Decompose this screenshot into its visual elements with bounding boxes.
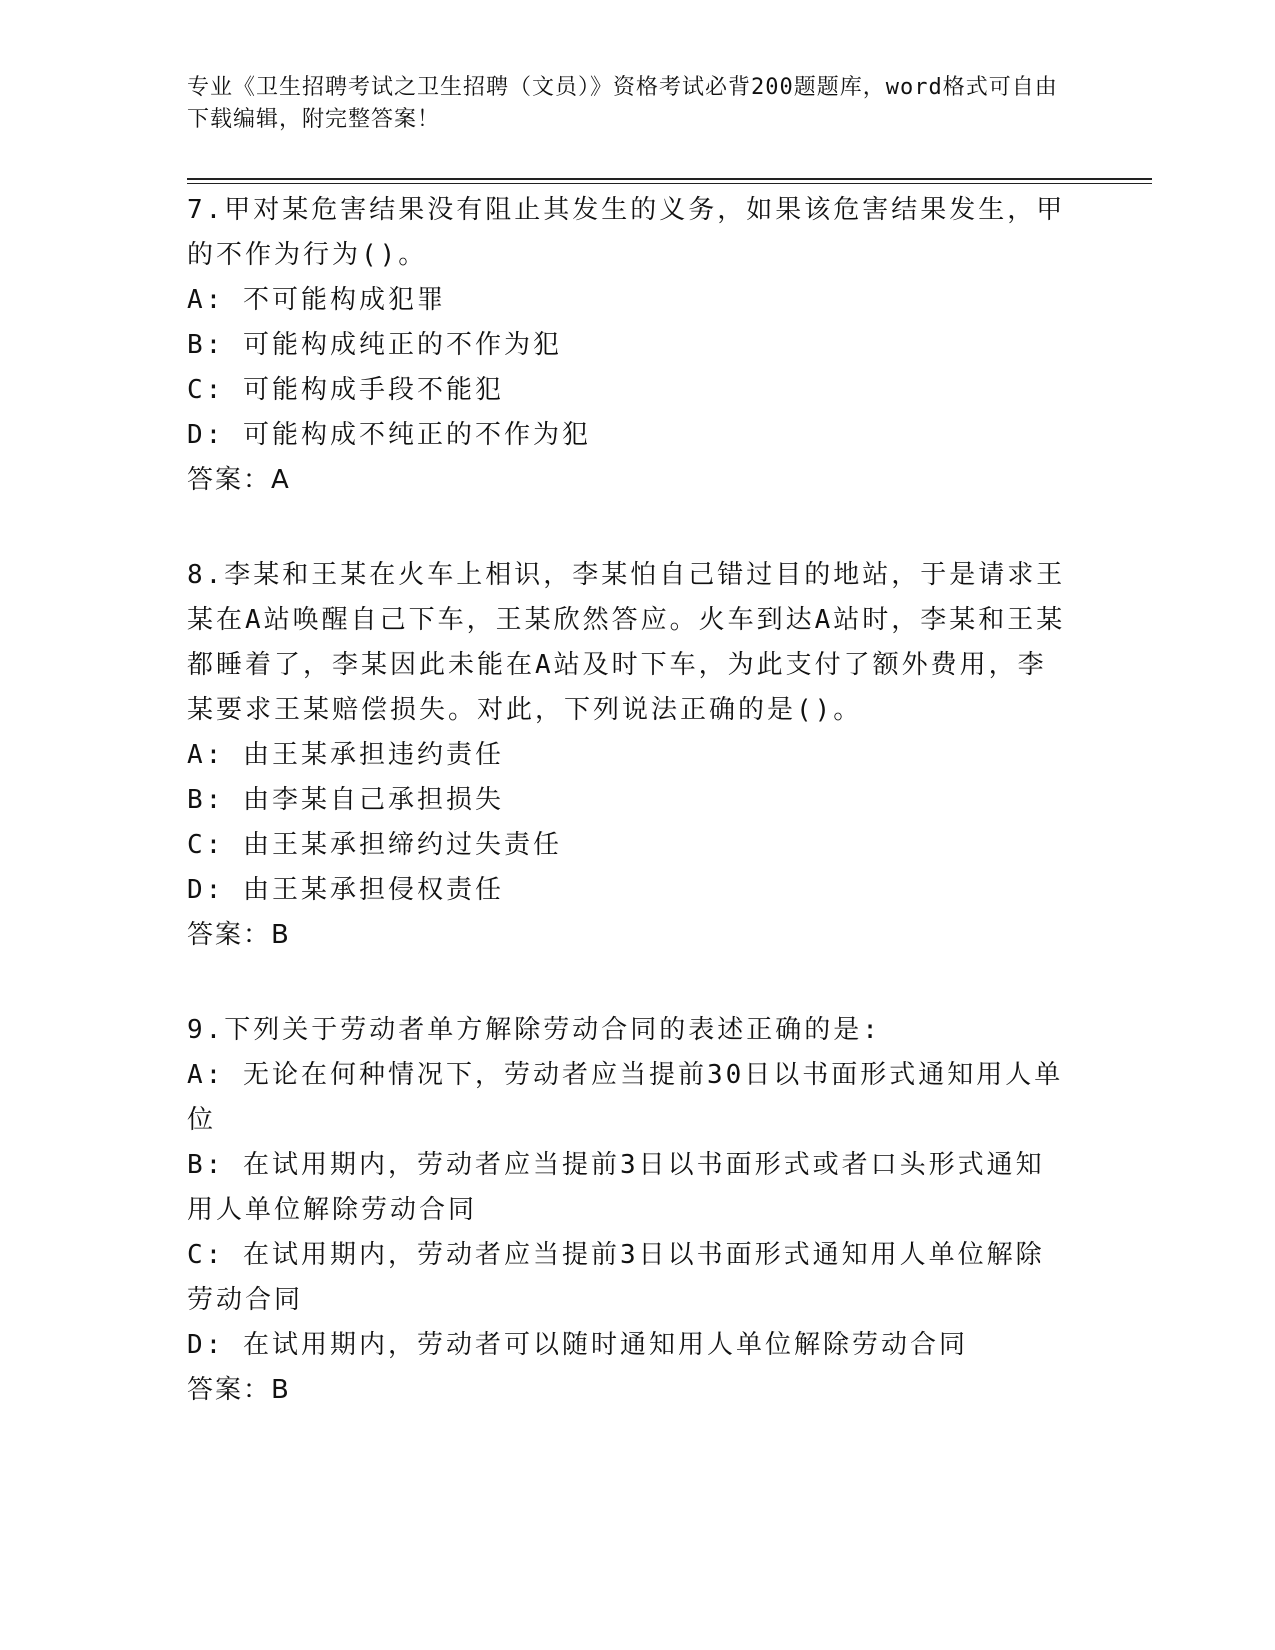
option-c: C: 可能构成手段不能犯	[187, 375, 504, 405]
question-9	[187, 1008, 1067, 1413]
answer: 答案：B	[187, 1375, 291, 1405]
header-divider	[187, 178, 1152, 180]
header-divider-thin	[187, 183, 1152, 184]
document-header: 专业《卫生招聘考试之卫生招聘（文员）》资格考试必背200题题库，word格式可自由下载编辑，附完整答案！	[187, 75, 1058, 132]
option-b: B: 由李某自己承担损失	[187, 785, 504, 815]
option-b: B: 可能构成纯正的不作为犯	[187, 330, 562, 360]
question-stem: 7.甲对某危害结果没有阻止其发生的义务，如果该危害结果发生，甲的不作为行为()。	[187, 195, 1066, 270]
option-a: A: 不可能构成犯罪	[187, 285, 446, 315]
answer: 答案：A	[187, 465, 291, 495]
option-d: D: 由王某承担侵权责任	[187, 875, 504, 905]
question-8	[187, 553, 1067, 958]
option-d: D: 在试用期内，劳动者可以随时通知用人单位解除劳动合同	[187, 1330, 968, 1360]
option-a: A: 无论在何种情况下，劳动者应当提前30日以书面形式通知用人单位	[187, 1060, 1064, 1135]
answer: 答案：B	[187, 920, 291, 950]
question-stem: 9.下列关于劳动者单方解除劳动合同的表述正确的是:	[187, 1015, 881, 1045]
option-a: A: 由王某承担违约责任	[187, 740, 504, 770]
option-b: B: 在试用期内，劳动者应当提前3日以书面形式或者口头形式通知用人单位解除劳动合同	[187, 1150, 1045, 1225]
question-7	[187, 188, 1067, 503]
option-d: D: 可能构成不纯正的不作为犯	[187, 420, 591, 450]
question-stem: 8.李某和王某在火车上相识，李某怕自己错过目的地站，于是请求王某在A站唤醒自己下车，王某欣然答应。火车到达A站时，李某和王某都睡着了，李某因此未能在A站及时下车，为此支付了额外费用，李某要求王某赔偿损失。对此，下列说法正确的是()。	[187, 560, 1066, 725]
option-c: C: 在试用期内，劳动者应当提前3日以书面形式通知用人单位解除劳动合同	[187, 1240, 1045, 1315]
option-c: C: 由王某承担缔约过失责任	[187, 830, 562, 860]
